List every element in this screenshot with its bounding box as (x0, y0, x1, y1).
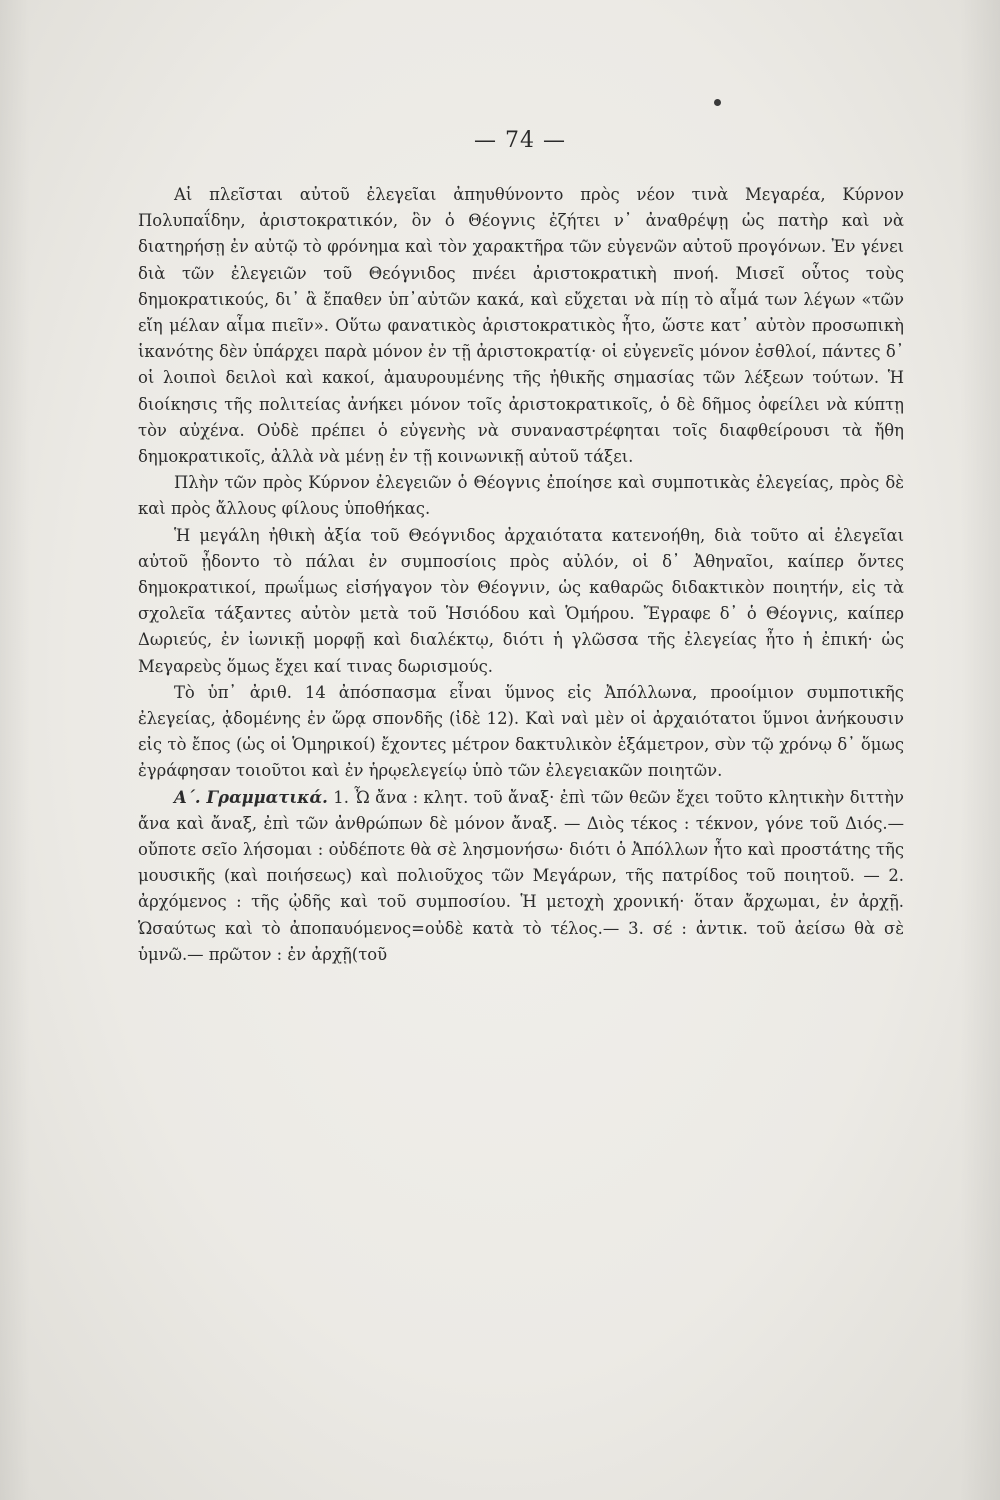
grammar-notes-heading: Α΄. Γραμματικά. (174, 787, 328, 807)
ink-speck (714, 99, 721, 106)
page-number: — 74 — (474, 128, 566, 153)
paragraph-4: Τὸ ὑπ᾽ ἀριθ. 14 ἀπόσπασμα εἶναι ὕμνος εἰς Ἀπόλλωνα, προοίμιον συμποτικῆς ἐλεγείας, ᾀδομένης ἐν ὥρᾳ σπονδῆς (ἰδὲ 12). Καὶ ναὶ μὲν οἱ ἀρχαιότατοι ὕμνοι ἀνήκουσιν εἰς τὸ ἔπος (ὡς οἱ Ὁμηρικοί) ἔχοντες μέτρον δακτυλικὸν ἑξάμετρον, σὺν τῷ χρόνῳ δ᾽ ὅμως ἐγράφησαν τοιοῦτοι καὶ ἐν ἡρῳελεγείῳ ὑπὸ τῶν ἐλεγειακῶν ποιητῶν. (138, 682, 904, 781)
paragraph-2: Πλὴν τῶν πρὸς Κύρνον ἐλεγειῶν ὁ Θέογνις ἐποίησε καὶ συμποτικὰς ἐλεγείας, πρὸς δὲ καὶ πρὸς ἄλλους φίλους ὑποθήκας. (138, 473, 904, 519)
paragraph-3: Ἡ μεγάλη ἠθικὴ ἀξία τοῦ Θεόγνιδος ἀρχαιότατα κατενοήθη, διὰ τοῦτο αἱ ἐλεγεῖαι αὐτοῦ ᾖδοντο τὸ πάλαι ἐν συμποσίοις πρὸς αὐλόν, οἱ δ᾽ Ἀθηναῖοι, καίπερ ὄντες δημοκρατικοί, πρωΐμως εἰσήγαγον τὸν Θέογνιν, ὡς καθαρῶς διδακτικὸν ποιητήν, εἰς τὰ σχολεῖα τάξαντες αὐτὸν μετὰ τοῦ Ἡσιόδου καὶ Ὁμήρου. Ἔγραφε δ᾽ ὁ Θέογνις, καίπερ Δωριεύς, ἐν ἰωνικῇ μορφῇ καὶ διαλέκτῳ, διότι ἡ γλῶσσα τῆς ἐλεγείας ἦτο ἡ ἐπική· ὡς Μεγαρεὺς ὅμως ἔχει καί τινας δωρισμούς. (138, 525, 904, 676)
page-edge-shadow-right (960, 0, 1000, 1500)
grammar-notes-text: 1. Ὦ ἄνα : κλητ. τοῦ ἄναξ· ἐπὶ τῶν θεῶν ἔχει τοῦτο κλητικὴν διττὴν ἄνα καὶ ἄναξ, ἐπὶ τῶν ἀνθρώπων δὲ μόνον ἄναξ. — Διὸς τέκος : τέκνον, γόνε τοῦ Διός.— οὔποτε σεῖο λήσομαι : οὐδέποτε θὰ σὲ λησμονήσω· διότι ὁ Ἀπόλλων ἦτο καὶ προστάτης τῆς μουσικῆς (καὶ ποιήσεως) καὶ πολιοῦχος τῶν Μεγάρων, τῆς πατρίδος τοῦ ποιητοῦ. — 2. ἀρχόμενος : τῆς ᾠδῆς καὶ τοῦ συμποσίου. Ἡ μετοχὴ χρονική· ὅταν ἄρχωμαι, ἐν ἀρχῇ. Ὡσαύτως καὶ τὸ ἀποπαυόμενος=οὐδὲ κατὰ τὸ τέλος.— 3. σέ : ἀντικ. τοῦ ἀείσω θὰ σὲ ὑμνῶ.— πρῶτον : ἐν ἀρχῇ(τοῦ (138, 787, 904, 964)
body-text (138, 182, 904, 968)
page-edge-shadow-left (0, 0, 30, 1500)
paragraph-1: Αἱ πλεῖσται αὐτοῦ ἐλεγεῖαι ἀπηυθύνοντο πρὸς νέον τινὰ Μεγαρέα, Κύρνον Πολυπαΐδην, ἀριστοκρατικόν, ὃν ὁ Θέογνις ἐζήτει ν᾽ ἀναθρέψῃ ὡς πατὴρ καὶ νὰ διατηρήσῃ ἐν αὐτῷ τὸ φρόνημα καὶ τὸν χαρακτῆρα τῶν εὐγενῶν αὐτοῦ προγόνων. Ἐν γένει διὰ τῶν ἐλεγειῶν τοῦ Θεόγνιδος πνέει ἀριστοκρατικὴ πνοή. Μισεῖ οὗτος τοὺς δημοκρατικούς, δι᾽ ἃ ἔπαθεν ὑπ᾽αὐτῶν κακά, καὶ εὔχεται νὰ πίῃ τὸ αἷμά των λέγων «τῶν εἴη μέλαν αἷμα πιεῖν». Οὕτω φανατικὸς ἀριστοκρατικὸς ἦτο, ὥστε κατ᾽ αὐτὸν προσωπικὴ ἱκανότης δὲν ὑπάρχει παρὰ μόνον ἐν τῇ ἀριστοκρατίᾳ· οἱ εὐγενεῖς μόνον ἐσθλοί, πάντες δ᾽ οἱ λοιποὶ δειλοὶ καὶ κακοί, ἀμαυρουμένης τῆς ἠθικῆς σημασίας τῶν λέξεων τούτων. Ἡ διοίκησις τῆς πολιτείας ἀνήκει μόνον τοῖς ἀριστοκρατικοῖς, ὁ δὲ δῆμος ὀφείλει νὰ κύπτῃ τὸν αὐχένα. Οὐδὲ πρέπει ὁ εὐγενὴς νὰ συναναστρέφηται τοῖς διαφθείρουσι τὰ ἤθη δημοκρατικοῖς, ἀλλὰ νὰ μένῃ ἐν τῇ κοινωνικῇ αὐτοῦ τάξει. (138, 185, 904, 467)
grammar-notes (138, 785, 904, 968)
